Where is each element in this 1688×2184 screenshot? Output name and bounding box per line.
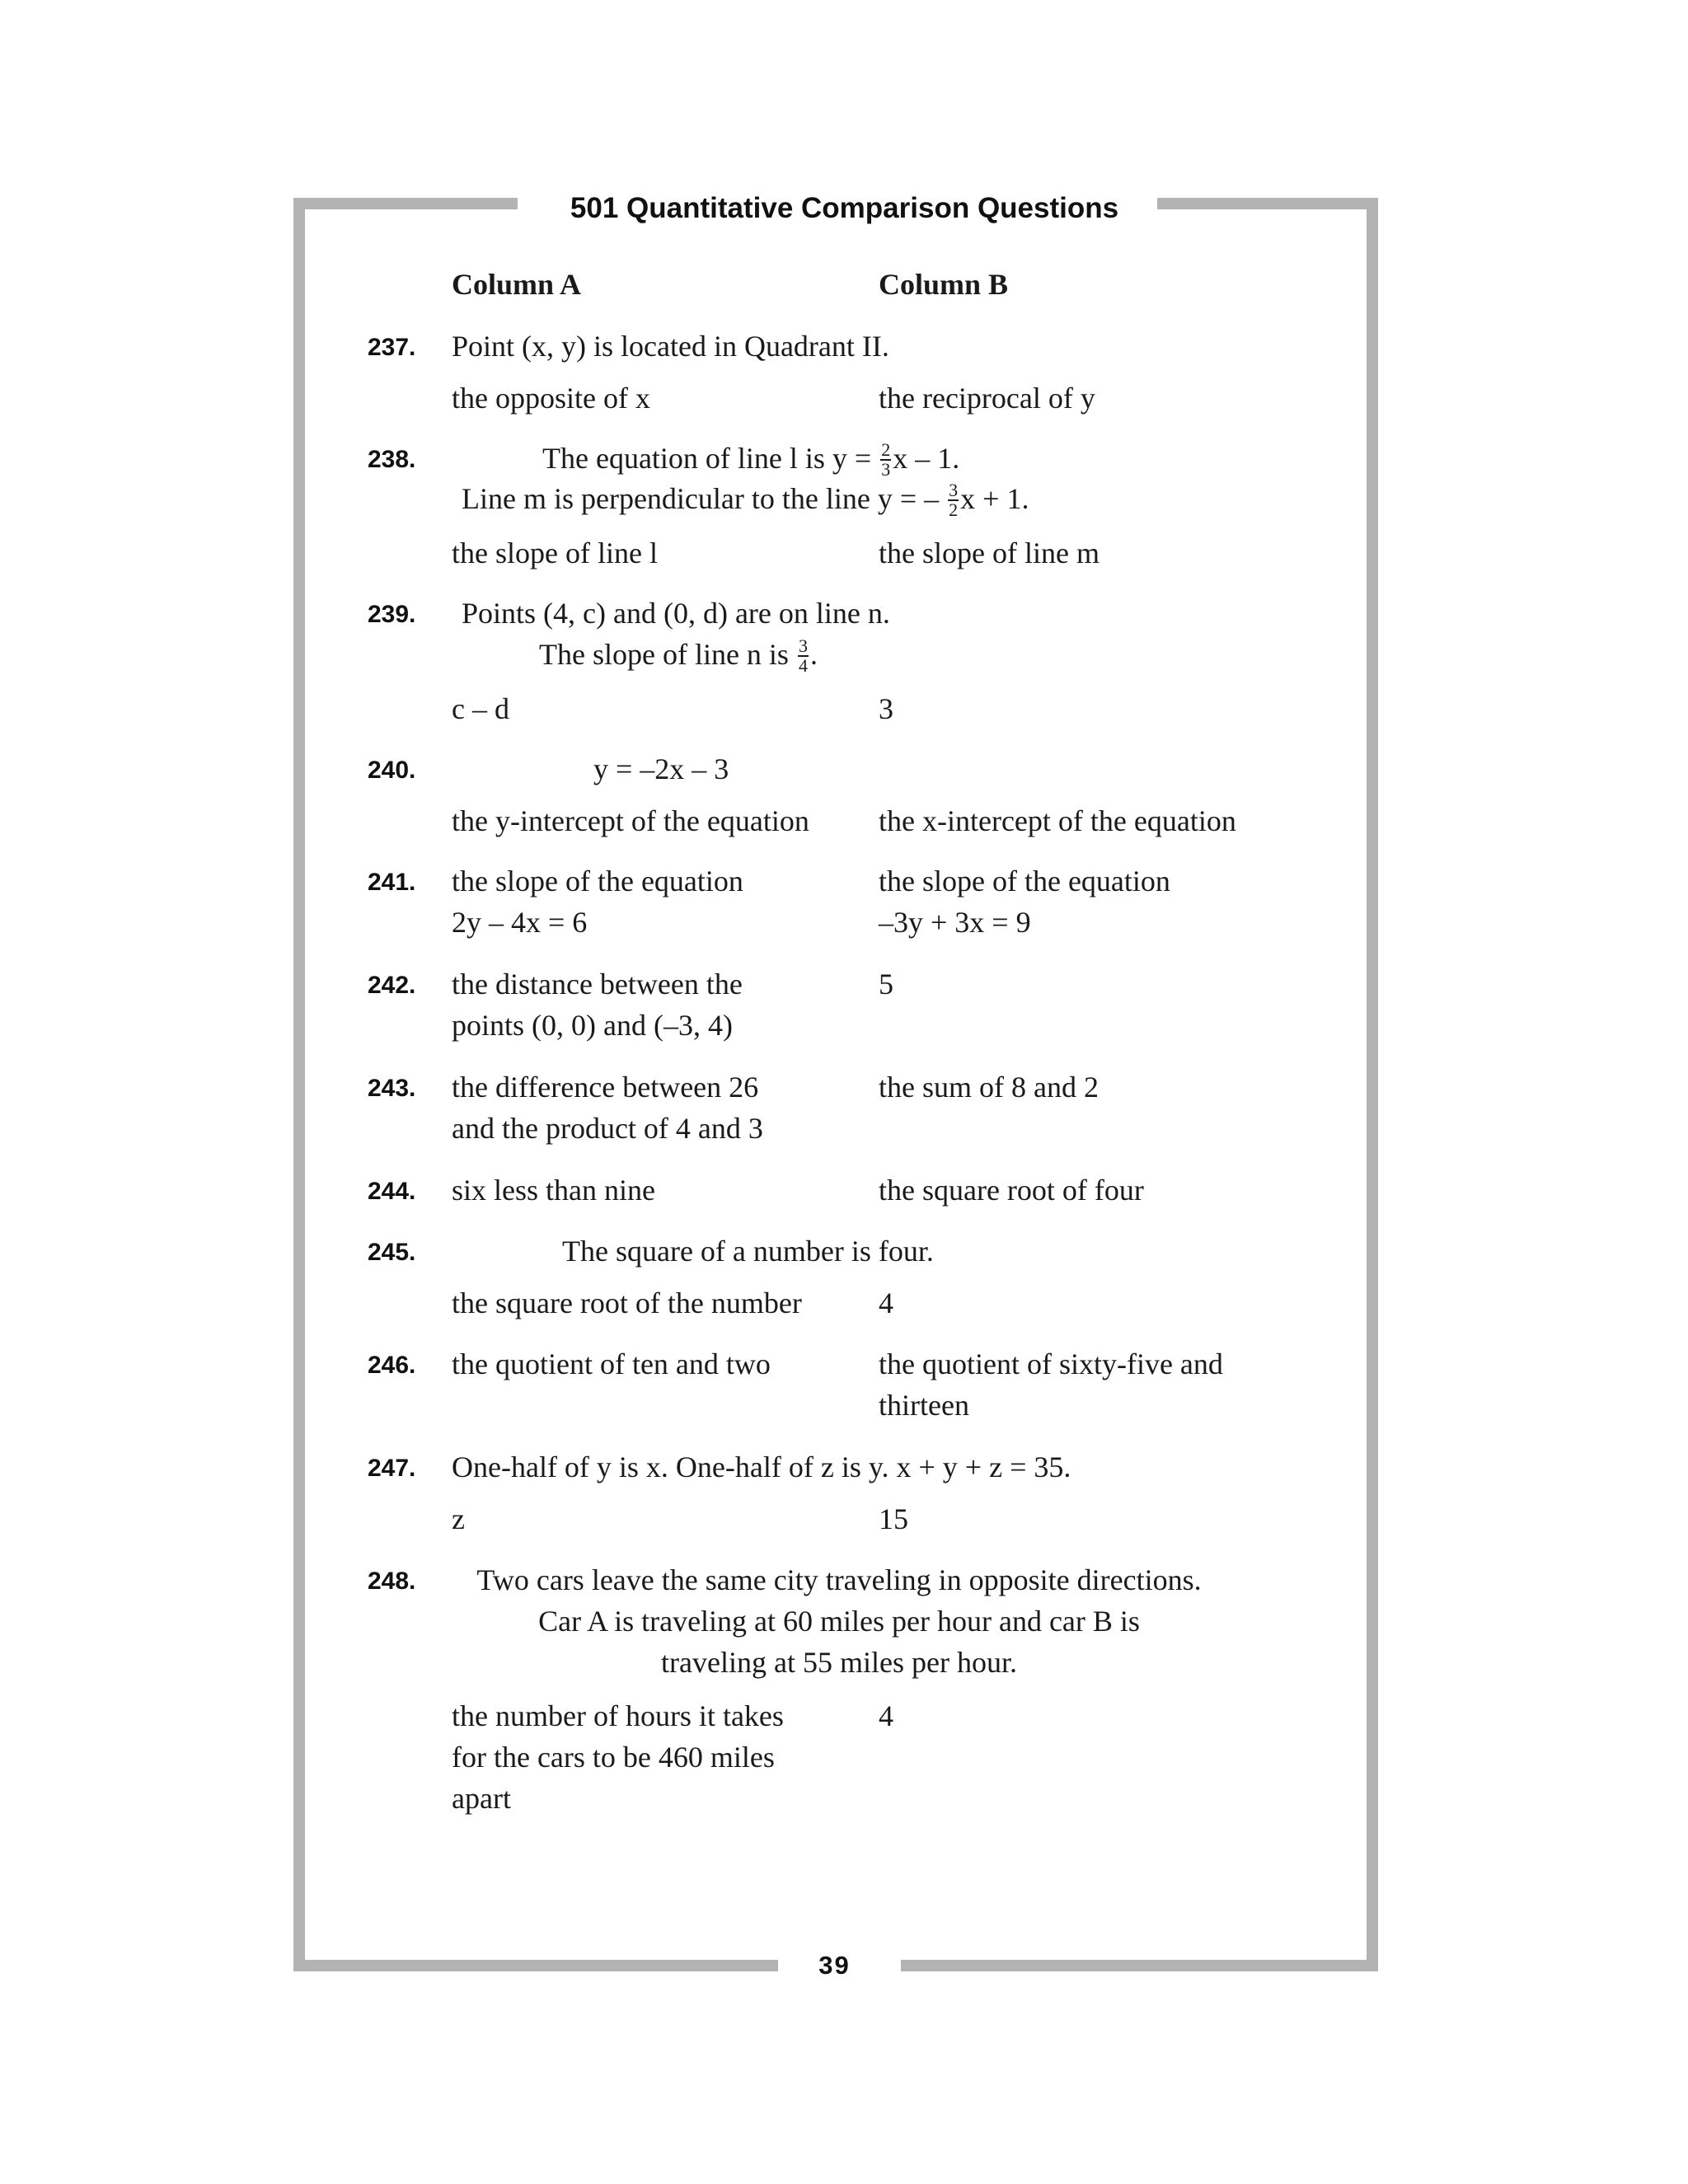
question-246-column-b-line-1: the quotient of sixty-five and: [879, 1347, 1223, 1380]
question-248-column-a-line-1: the number of hours it takes: [452, 1699, 784, 1732]
question-240-stem: y = –2x – 3: [593, 752, 729, 785]
page-number: 39: [818, 1951, 851, 1980]
question-247-stem: One-half of y is x. One-half of z is y. x + y + z = 35.: [452, 1451, 1071, 1483]
column-b-heading: Column B: [879, 268, 1009, 301]
question-number-241: 241.: [368, 869, 416, 896]
question-247-column-a: z: [452, 1502, 465, 1535]
question-number-239: 239.: [368, 601, 416, 628]
question-248-stem-line-3: traveling at 55 miles per hour.: [661, 1646, 1017, 1679]
question-245-column-b: 4: [879, 1286, 893, 1319]
question-number-247: 247.: [368, 1455, 416, 1482]
question-248-column-a-line-3: apart: [452, 1782, 511, 1815]
question-248-column-b: 4: [879, 1699, 893, 1732]
question-248-stem-line-1: Two cars leave the same city traveling in opposite directions.: [476, 1563, 1202, 1596]
question-246-column-a: the quotient of ten and two: [452, 1347, 771, 1380]
question-244-column-b: the square root of four: [879, 1174, 1144, 1207]
question-245-stem: The square of a number is four.: [562, 1235, 934, 1268]
question-237-column-b: the reciprocal of y: [879, 382, 1095, 415]
question-241-column-a-line-2: 2y – 4x = 6: [452, 906, 588, 939]
question-244-column-a: six less than nine: [452, 1174, 655, 1207]
question-242-column-a-line-1: the distance between the: [452, 968, 743, 1001]
question-number-238: 238.: [368, 446, 416, 473]
question-241-column-a-line-1: the slope of the equation: [452, 865, 743, 898]
question-number-243: 243.: [368, 1075, 416, 1102]
question-237-stem: Point (x, y) is located in Quadrant II.: [452, 330, 889, 363]
question-238-stem-line-1: The equation of line l is y = $\frac{2}{3}$ x – 1.: [542, 438, 960, 480]
question-245-column-a: the square root of the number: [452, 1286, 802, 1319]
question-number-240: 240.: [368, 757, 416, 784]
question-239-stem-line-2: The slope of line n is $\frac{3}{4}$ .: [539, 635, 818, 676]
question-number-237: 237.: [368, 334, 416, 361]
frame-bottom-left: [293, 1960, 778, 1971]
frame-left: [293, 198, 305, 1971]
frame-bottom-right: [901, 1960, 1378, 1971]
question-248-column-a-line-2: for the cars to be 460 miles: [452, 1741, 775, 1774]
fraction-two-thirds: $\frac{2}{3}$: [881, 438, 891, 480]
question-247-column-b: 15: [879, 1502, 908, 1535]
question-243-column-a-line-1: the difference between 26: [452, 1071, 759, 1104]
question-241-column-b-line-2: –3y + 3x = 9: [879, 906, 1031, 939]
fraction-three-quarters: $\frac{3}{4}$: [798, 635, 808, 676]
question-246-column-b-line-2: thirteen: [879, 1389, 969, 1422]
question-243-column-a-line-2: and the product of 4 and 3: [452, 1112, 763, 1145]
fraction-three-halves: $\frac{3}{2}$: [949, 479, 959, 520]
question-242-column-a-line-2: points (0, 0) and (–3, 4): [452, 1009, 733, 1042]
question-number-245: 245.: [368, 1239, 416, 1266]
page-header-title: 501 Quantitative Comparison Questions: [570, 192, 1119, 224]
question-239-stem-line-1: Points (4, c) and (0, d) are on line n.: [462, 597, 890, 630]
question-237-column-a: the opposite of x: [452, 382, 650, 415]
question-241-column-b-line-1: the slope of the equation: [879, 865, 1170, 898]
question-238-column-b: the slope of line m: [879, 537, 1100, 569]
frame-right: [1367, 198, 1378, 1971]
question-238-stem-line-2: Line m is perpendicular to the line y = – $\frac{3}{2}$ x + 1.: [462, 479, 1029, 520]
question-number-242: 242.: [368, 972, 416, 999]
question-238-column-a: the slope of line l: [452, 537, 658, 569]
column-a-heading: Column A: [452, 268, 582, 301]
frame-top-right: [1157, 198, 1378, 209]
question-239-column-a: c – d: [452, 692, 509, 725]
question-number-246: 246.: [368, 1352, 416, 1379]
question-239-column-b: 3: [879, 692, 893, 725]
question-243-column-b: the sum of 8 and 2: [879, 1071, 1099, 1104]
question-240-column-a: the y-intercept of the equation: [452, 804, 809, 837]
question-number-248: 248.: [368, 1568, 416, 1595]
question-240-column-b: the x-intercept of the equation: [879, 804, 1236, 837]
question-242-column-b: 5: [879, 968, 893, 1001]
frame-top-left: [293, 198, 518, 209]
question-number-244: 244.: [368, 1178, 416, 1205]
question-248-stem-line-2: Car A is traveling at 60 miles per hour and car B is: [538, 1605, 1140, 1638]
